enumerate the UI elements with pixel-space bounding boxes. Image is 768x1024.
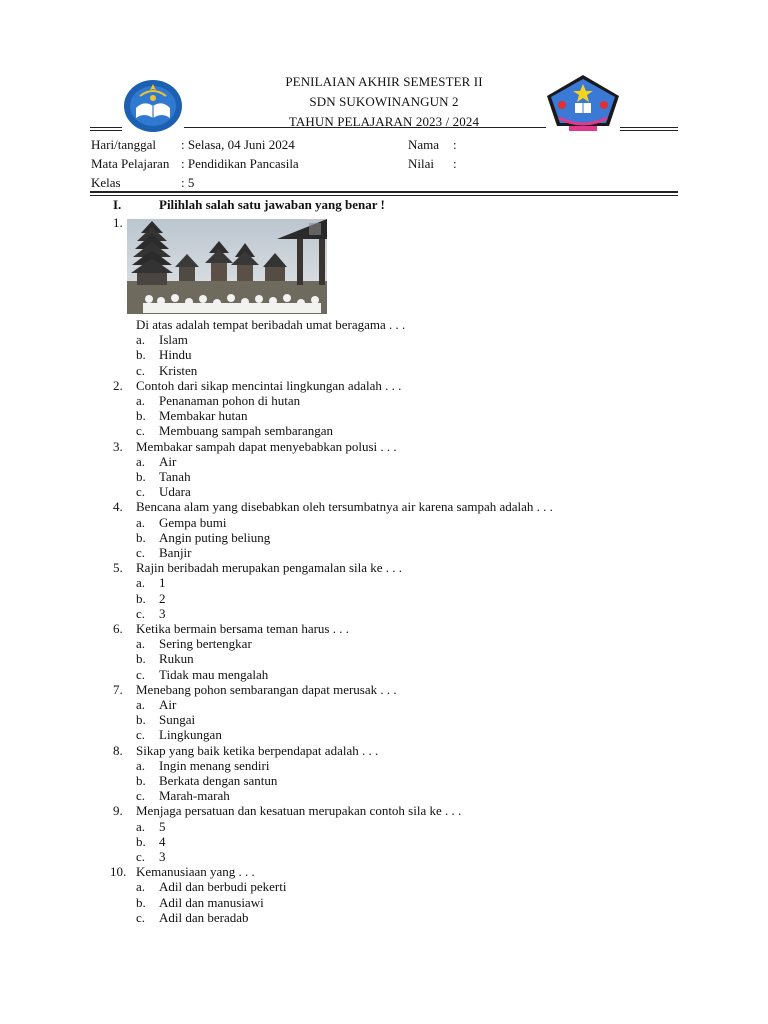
option-text: Angin puting beliung: [159, 529, 271, 545]
option-text: Kristen: [159, 362, 198, 378]
option-text: Membuang sampah sembarangan: [159, 423, 334, 439]
option-text: Sungai: [159, 712, 196, 728]
option-letter: a.: [136, 636, 146, 652]
nilai-value: :: [453, 156, 457, 171]
option-text: Tidak mau mengalah: [159, 666, 269, 682]
question-number: 2.: [113, 377, 123, 393]
temple-photo: [127, 219, 327, 314]
question-number: 1.: [113, 215, 123, 230]
option-letter: b.: [136, 590, 146, 606]
option-letter: a.: [136, 757, 146, 773]
option-text: Banjir: [159, 545, 192, 560]
kelas-value: : 5: [181, 175, 195, 190]
academic-year: TAHUN PELAJARAN 2023 / 2024: [288, 114, 480, 129]
question-text: Sikap yang baik ketika berpendapat adalah . . .: [136, 742, 379, 758]
question-text: Menjaga persatuan dan kesatuan merupakan contoh sila ke . . .: [136, 803, 462, 819]
question-text: Kemanusiaan yang . . .: [136, 864, 255, 880]
option-text: 3: [159, 605, 166, 621]
option-letter: c.: [136, 362, 146, 378]
question-text: Di atas adalah tempat beribadah umat beragama . . .: [136, 317, 406, 332]
option-text: Adil dan manusiawi: [159, 894, 264, 910]
option-text: Hindu: [159, 347, 192, 363]
question-text: Contoh dari sikap mencintai lingkungan adalah . . .: [136, 377, 402, 393]
question-text: Bencana alam yang disebabkan oleh tersumbatnya air karena sampah adalah . . .: [136, 499, 553, 515]
option-letter: c.: [136, 484, 146, 500]
option-text: Membakar hutan: [159, 408, 248, 424]
option-text: 5: [159, 818, 166, 834]
info-rule-bottom: [90, 195, 678, 196]
question-text: Menebang pohon sembarangan dapat merusak . . .: [136, 681, 397, 697]
kelas-label: Kelas: [91, 175, 121, 190]
option-letter: b.: [136, 347, 146, 363]
header-rule-mid: [184, 127, 546, 128]
option-letter: c.: [136, 423, 146, 439]
hari-value: : Selasa, 04 Juni 2024: [181, 137, 295, 152]
option-text: Gempa bumi: [159, 514, 227, 530]
mapel-value: : Pendidikan Pancasila: [181, 156, 299, 171]
section-heading: [113, 197, 385, 213]
question-text: Membakar sampah dapat menyebabkan polusi . . .: [136, 438, 397, 454]
section-title: Pilihlah salah satu jawaban yang benar !: [159, 197, 385, 212]
option-letter: c.: [136, 545, 146, 560]
option-text: 3: [159, 849, 166, 864]
option-text: 2: [159, 590, 166, 606]
option-text: Sering bertengkar: [159, 636, 252, 652]
question-number: 4.: [113, 499, 123, 515]
option-text: Air: [159, 453, 177, 469]
option-text: Adil dan beradab: [159, 909, 249, 925]
header-rule-right-2: [620, 130, 678, 131]
option-text: Adil dan berbudi pekerti: [159, 879, 287, 895]
option-letter: a.: [136, 575, 146, 591]
option-letter: c.: [136, 909, 146, 925]
option-text: Tanah: [159, 469, 191, 484]
option-letter: c.: [136, 666, 146, 682]
option-text: Ingin menang sendiri: [159, 757, 270, 773]
header-rule-left: [90, 127, 122, 128]
question-number: 5.: [113, 560, 123, 576]
option-letter: b.: [136, 773, 146, 788]
hari-label: Hari/tanggal: [91, 137, 156, 152]
option-letter: b.: [136, 833, 146, 849]
option-text: Udara: [159, 484, 191, 500]
option-text: Marah-marah: [159, 788, 230, 804]
nama-value: :: [453, 137, 457, 152]
question-number: 3.: [113, 438, 123, 454]
option-letter: b.: [136, 469, 146, 484]
question-number: 9.: [113, 803, 123, 819]
question-text: Ketika bermain bersama teman harus . . .: [136, 621, 349, 636]
header-rule-left-2: [90, 130, 122, 131]
option-letter: a.: [136, 514, 146, 530]
option-letter: c.: [136, 849, 146, 864]
nama-label: Nama: [408, 137, 440, 152]
option-letter: a.: [136, 332, 146, 348]
school-name: SDN SUKOWINANGUN 2: [309, 94, 459, 109]
option-text: 1: [159, 575, 166, 591]
option-letter: a.: [136, 453, 146, 469]
option-letter: c.: [136, 727, 146, 743]
question-number: 6.: [113, 621, 123, 636]
option-letter: c.: [136, 605, 146, 621]
option-letter: a.: [136, 879, 146, 895]
option-letter: a.: [136, 818, 146, 834]
option-letter: b.: [136, 408, 146, 424]
option-letter: b.: [136, 651, 146, 667]
option-letter: b.: [136, 894, 146, 910]
option-letter: b.: [136, 712, 146, 728]
option-text: Rukun: [159, 651, 194, 667]
option-text: Islam: [159, 332, 188, 348]
option-text: Penanaman pohon di hutan: [159, 393, 301, 408]
mapel-label: Mata Pelajaran: [91, 156, 170, 171]
exam-title: PENILAIAN AKHIR SEMESTER II: [285, 74, 483, 89]
question-number: 10.: [110, 864, 127, 880]
option-text: Lingkungan: [159, 727, 222, 743]
question-text: Rajin beribadah merupakan pengamalan sila ke . . .: [136, 560, 403, 576]
option-letter: c.: [136, 788, 146, 804]
option-letter: b.: [136, 529, 146, 545]
exam-header: [0, 72, 768, 132]
question-number: 8.: [113, 742, 123, 758]
option-letter: a.: [136, 393, 146, 408]
nilai-label: Nilai: [408, 156, 434, 171]
header-rule-right: [620, 127, 678, 128]
option-letter: a.: [136, 697, 146, 712]
option-text: 4: [159, 833, 166, 849]
info-rule-top: [90, 191, 678, 193]
school-emblem: [545, 74, 621, 134]
section-number: I.: [113, 197, 122, 212]
option-text: Air: [159, 697, 177, 712]
question-number: 7.: [113, 681, 123, 697]
option-text: Berkata dengan santun: [159, 773, 278, 788]
